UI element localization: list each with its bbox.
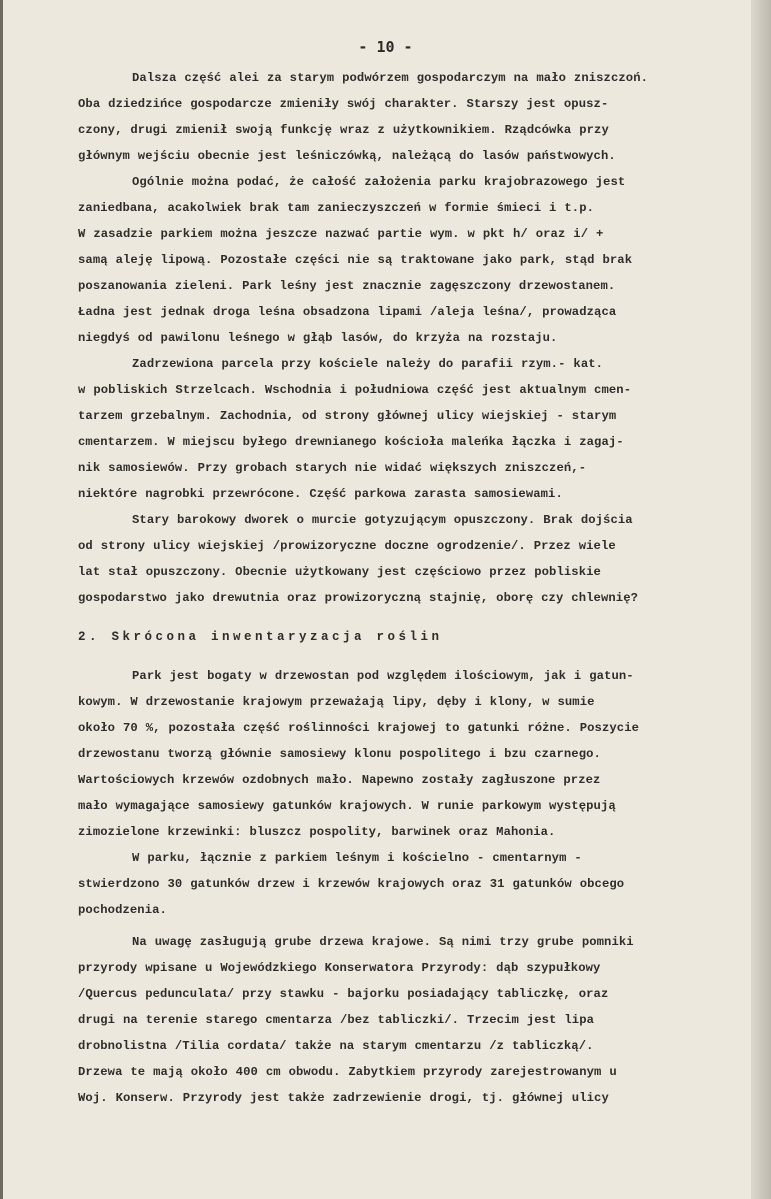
text-line: niektóre nagrobki przewrócone. Część parkowa zarasta samosiewami. xyxy=(78,487,563,501)
text-line: Park jest bogaty w drzewostan pod względem ilościowym, jak i gatun- xyxy=(132,669,634,683)
text-line: drzewostanu tworzą głównie samosiewy klonu pospolitego i bzu czarnego. xyxy=(78,747,601,761)
text-line: mało wymagające samosiewy gatunków krajowych. W runie parkowym występują xyxy=(78,799,616,813)
text-line: od strony ulicy wiejskiej /prowizoryczne doczne ogrodzenie/. Przez wiele xyxy=(78,539,616,553)
text-line: poszanowania zieleni. Park leśny jest znacznie zagęszczony drzewostanem. xyxy=(78,279,616,293)
spacer xyxy=(78,650,756,663)
text-line: zaniedbana, acakolwiek brak tam zanieczyszczeń w formie śmieci i t.p. xyxy=(78,201,595,215)
text-line: lat stał opuszczony. Obecnie użytkowany jest częściowo przez pobliskie xyxy=(78,565,601,579)
text-line: zimozielone krzewinki: bluszcz pospolity, barwinek oraz Mahonia. xyxy=(78,825,556,839)
text-line: około 70 %, pozostała część roślinności krajowej to gatunki różne. Poszycie xyxy=(78,721,640,735)
text-line: nik samosiewów. Przy grobach starych nie widać większych zniszczeń,- xyxy=(78,461,587,475)
text-line: kowym. W drzewostanie krajowym przeważają lipy, dęby i klony, w sumie xyxy=(78,695,595,709)
text-line: Ładna jest jednak droga leśna obsadzona lipami /aleja leśna/, prowadząca xyxy=(78,305,617,319)
text-line: Ogólnie można podać, że całość założenia parku krajobrazowego jest xyxy=(132,175,626,189)
text-line: Wartościowych krzewów ozdobnych mało. Napewno zostały zagłuszone przez xyxy=(78,773,601,787)
text-line: drugi na terenie starego cmentarza /bez tabliczki/. Trzecim jest lipa xyxy=(78,1013,595,1027)
text-line: przyrody wpisane u Wojewódzkiego Konserwatora Przyrody: dąb szypułkowy xyxy=(78,961,601,975)
text-line: gospodarstwo jako drewutnia oraz prowizoryczną stajnię, oborę czy chlewnię? xyxy=(78,591,639,605)
text-line: tarzem grzebalnym. Zachodnia, od strony głównej ulicy wiejskiej - starym xyxy=(78,409,617,423)
text-line: w pobliskich Strzelcach. Wschodnia i południowa część jest aktualnym cmen- xyxy=(78,383,632,397)
text-line: Stary barokowy dworek o murcie gotyzującym opuszczony. Brak dojścia xyxy=(132,513,633,527)
text-line: cmentarzem. W miejscu byłego drewnianego kościoła maleńka łączka i zagaj- xyxy=(78,435,624,449)
text-line: czony, drugi zmienił swoją funkcję wraz z użytkownikiem. Rządcówka przy xyxy=(78,123,609,137)
section-heading: 2. Skrócona inwentaryzacja roślin xyxy=(78,630,443,644)
text-line: /Quercus pedunculata/ przy stawku - bajorku posiadający tabliczkę, oraz xyxy=(78,987,609,1001)
text-line: Drzewa te mają około 400 cm obwodu. Zabytkiem przyrody zarejestrowanym u xyxy=(78,1065,617,1079)
text-line: Dalsza część alei za starym podwórzem gospodarczym na mało zniszczoń. xyxy=(132,71,649,85)
typewritten-text xyxy=(78,65,756,1111)
text-line: Oba dziedzińce gospodarcze zmieniły swój charakter. Starszy jest opusz- xyxy=(78,97,609,111)
text-line: drobnolistna /Tilia cordata/ także na starym cmentarzu /z tabliczką/. xyxy=(78,1039,594,1053)
text-line: W zasadzie parkiem można jeszcze nazwać partie wym. w pkt h/ oraz i/ + xyxy=(78,227,604,241)
text-line: Zadrzewiona parcela przy kościele należy do parafii rzym.- kat. xyxy=(132,357,604,371)
text-line: W parku, łącznie z parkiem leśnym i kościelno - cmentarnym - xyxy=(132,851,582,865)
scan-left-edge xyxy=(0,0,3,1199)
page-number: - 10 - xyxy=(358,38,413,56)
text-line: niegdyś od pawilonu leśnego w głąb lasów, do krzyża na rozstaju. xyxy=(78,331,558,345)
text-line: stwierdzono 30 gatunków drzew i krzewów krajowych oraz 31 gatunków obcego xyxy=(78,877,625,891)
text-line: Na uwagę zasługują grube drzewa krajowe. Są nimi trzy grube pomniki xyxy=(132,935,634,949)
text-line: Woj. Konserw. Przyrody jest także zadrzewienie drogi, tj. głównej ulicy xyxy=(78,1091,609,1105)
spacer xyxy=(78,611,756,624)
text-line: głównym wejściu obecnie jest leśniczówką, należącą do lasów państwowych. xyxy=(78,149,616,163)
text-line: samą aleję lipową. Pozostałe części nie są traktowane jako park, stąd brak xyxy=(78,253,633,267)
text-line: pochodzenia. xyxy=(78,903,167,917)
